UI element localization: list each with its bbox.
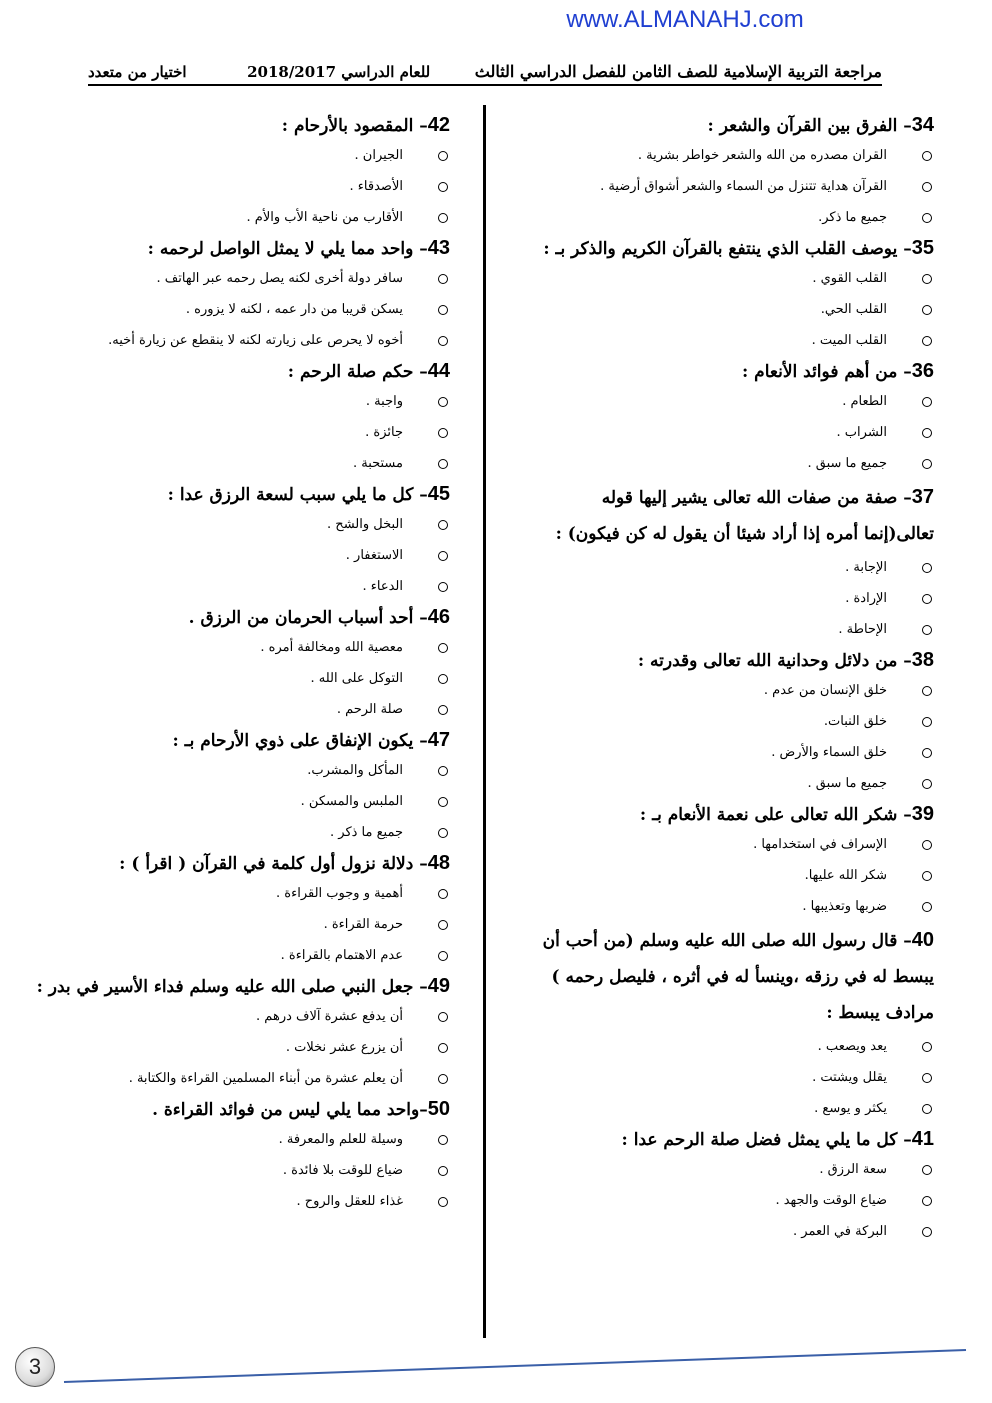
option-text: الاستغفار . [345,548,403,563]
question-41: 41– كل ما يلي يمثل فضل صلة الرحم عدا : سعة الرزق . ضياع الوقت والجهد . البركة في العمر . [534,1124,934,1247]
question-text: أحد أسباب الحرمان من الرزق . [188,608,414,628]
page-title: مراجعة التربية الإسلامية للصف الثامن للفصل الدراسي الثالث [474,62,882,81]
question-number: 42 [427,114,450,136]
option[interactable] [534,768,934,799]
radio-circle-icon[interactable] [438,1012,448,1022]
radio-circle-icon[interactable] [438,305,448,315]
option-text: الدعاء . [362,579,403,594]
option[interactable] [50,909,450,940]
option[interactable] [50,878,450,909]
option[interactable] [534,1216,934,1247]
site-url[interactable]: www.ALMANAHJ.com [566,6,804,33]
option-text: البخل والشح . [327,517,403,532]
question-text: واحد مما يلي ليس من فوائد القراءة . [152,1100,420,1120]
question-text: من أهم فوائد الأنعام : [741,362,898,382]
option[interactable] [50,1032,450,1063]
radio-circle-icon[interactable] [438,397,448,407]
question-number: 45 [427,483,450,505]
option[interactable] [50,448,450,479]
option-text: الجيران . [354,148,403,163]
option-text: حرمة القراءة . [323,917,403,932]
radio-circle-icon[interactable] [438,582,448,592]
radio-circle-icon[interactable] [438,705,448,715]
question-36: 36– من أهم فوائد الأنعام : الطعام . الشراب . جميع ما سبق . [534,356,934,479]
question-number: 47 [427,729,450,751]
question-47: 47– يكون الإنفاق على ذوي الأرحام بـ : المأكل والمشرب. الملبس والمسكن . جميع ما ذكر . [50,725,450,848]
option-text: الأقارب من ناحية الأب والأم . [246,210,403,225]
question-type: اختيار من متعدد [88,63,187,81]
option-text: وسيلة للعلم والمعرفة . [278,1132,403,1147]
radio-circle-icon[interactable] [438,520,448,530]
option[interactable] [50,1186,450,1217]
option-text: مستحبة . [352,456,403,471]
radio-circle-icon[interactable] [922,428,932,438]
radio-circle-icon[interactable] [922,594,932,604]
option-text: جميع ما سبق . [807,776,887,791]
option[interactable] [50,325,450,356]
question-text: من دلائل وحدانية الله تعالى وقدرته : [637,651,898,671]
question-38: 38– من دلائل وحدانية الله تعالى وقدرته : خلق الإنسان من عدم . خلق النبات. خلق السماء والأرض . جميع ما سبق . [534,645,934,799]
question-text: دلالة نزول أول كلمة في القرآن ( اقرأ ) : [119,854,414,874]
option[interactable] [50,1001,450,1032]
option[interactable] [50,417,450,448]
page-header [88,62,882,86]
radio-circle-icon[interactable] [922,871,932,881]
radio-circle-icon[interactable] [922,686,932,696]
option[interactable] [534,1062,934,1093]
question-text: يوصف القلب الذي ينتفع بالقرآن الكريم والذكر بـ : [543,239,898,259]
question-45: 45– كل ما يلي سبب لسعة الرزق عدا : البخل والشح . الاستغفار . الدعاء . [50,479,450,602]
radio-circle-icon[interactable] [438,459,448,469]
option[interactable] [50,663,450,694]
option[interactable] [50,294,450,325]
question-44: 44– حكم صلة الرحم : واجبة . جائزة . مستحبة . [50,356,450,479]
option[interactable] [50,632,450,663]
question-number: 46 [427,606,450,628]
option-text: عدم الاهتمام بالقراءة . [280,948,403,963]
option[interactable] [534,706,934,737]
radio-circle-icon[interactable] [922,1165,932,1175]
radio-circle-icon[interactable] [438,336,448,346]
option-text: جميع ما ذكر. [818,210,887,225]
question-number: 41 [911,1128,934,1150]
option[interactable] [534,325,934,356]
right-column [534,110,934,1247]
radio-circle-icon[interactable] [438,951,448,961]
option[interactable] [534,1154,934,1185]
question-46: 46– أحد أسباب الحرمان من الرزق . معصية الله ومخالفة أمره . التوكل على الله . صلة الرحم . [50,602,450,725]
option[interactable] [534,860,934,891]
radio-circle-icon[interactable] [922,563,932,573]
question-number: 48 [427,852,450,874]
option-text: البركة في العمر . [793,1224,887,1239]
option-text: المأكل والمشرب. [307,763,403,778]
question-number: 34 [911,114,934,136]
option-text: ضياع الوقت والجهد . [775,1193,887,1208]
option[interactable] [534,417,934,448]
option-text: سافر دولة أخرى لكنه يصل رحمه عبر الهاتف . [156,271,403,286]
option-text: القلب القوي . [812,271,887,286]
option-text: صلة الرحم . [336,702,403,717]
left-column [36,110,450,1217]
radio-circle-icon[interactable] [922,336,932,346]
option-text: الملبس والمسكن . [300,794,403,809]
radio-circle-icon[interactable] [438,151,448,161]
option-text: واجبة . [365,394,403,409]
option-text: الطعام . [842,394,887,409]
radio-circle-icon[interactable] [438,1166,448,1176]
option[interactable] [50,940,450,971]
question-number: 36 [911,360,934,382]
option[interactable] [534,1185,934,1216]
option-text: الأصدقاء . [349,179,403,194]
question-number: 37 [911,486,934,508]
question-text: صفة من صفات الله تعالى يشير إليها قوله تعالى(إنما أمره إذا أراد شيئا أن يقول له كن فيكون) : [555,488,934,544]
option-text: يسكن قريبا من دار عمه ، لكنه لا يزوره . [185,302,403,317]
option-text: أهمية و وجوب القراءة . [276,886,403,901]
option-text: الإرادة . [845,591,887,606]
option-text: جائزة . [365,425,403,440]
question-number: 50 [427,1098,450,1120]
question-number: 44 [427,360,450,382]
option-text: يعد ويصعب . [817,1039,887,1054]
option-text: القلب الميت . [811,333,887,348]
option-text: غذاء للعقل والروح . [296,1194,403,1209]
question-text: شكر الله تعالى على نعمة الأنعام بـ : [639,805,898,825]
option-text: أخوه لا يحرص على زيارته لكنه لا ينقطع عن زيارة أخيه. [108,333,403,348]
option[interactable] [50,140,450,171]
question-35: 35– يوصف القلب الذي ينتفع بالقرآن الكريم والذكر بـ : القلب القوي . القلب الحي. القلب الميت . [534,233,934,356]
question-text: كل ما يلي يمثل فضل صلة الرحم عدا : [621,1130,898,1150]
option[interactable] [50,571,450,602]
option[interactable] [534,829,934,860]
question-number: 38 [911,649,934,671]
question-42: 42– المقصود بالأرحام : الجيران . الأصدقاء . الأقارب من ناحية الأب والأم . [50,110,450,233]
radio-circle-icon[interactable] [438,643,448,653]
radio-circle-icon[interactable] [922,151,932,161]
option[interactable] [534,552,934,583]
question-text: واحد مما يلي لا يمثل الواصل لرحمه : [147,239,414,259]
question-number: 43 [427,237,450,259]
radio-circle-icon[interactable] [438,889,448,899]
option[interactable] [50,202,450,233]
option[interactable] [50,1063,450,1094]
option[interactable] [50,755,450,786]
option-text: التوكل على الله . [310,671,403,686]
radio-circle-icon[interactable] [922,625,932,635]
option-text: القلب الحي. [820,302,887,317]
radio-circle-icon[interactable] [922,182,932,192]
option[interactable] [50,1155,450,1186]
academic-year: للعام الدراسي 2018/2017 [247,63,431,81]
option[interactable] [50,817,450,848]
radio-circle-icon[interactable] [922,305,932,315]
option-text: خلق النبات. [823,714,887,729]
radio-circle-icon[interactable] [922,1227,932,1237]
option[interactable] [534,202,934,233]
column-divider [483,105,486,1338]
question-43: 43– واحد مما يلي لا يمثل الواصل لرحمه : سافر دولة أخرى لكنه يصل رحمه عبر الهاتف . يسكن قريبا من دار عمه ، لكنه لا يزوره . أخوه لا يحرص على زيارته لكنه لا ينقطع عن زيارة أخيه. [50,233,450,356]
option-text: الشراب . [836,425,887,440]
question-text: المقصود بالأرحام : [281,116,414,136]
page-number-badge: 3 [15,1347,55,1387]
option[interactable] [534,614,934,645]
question-text: الفرق بين القرآن والشعر : [707,116,898,136]
radio-circle-icon[interactable] [922,274,932,284]
radio-circle-icon[interactable] [438,428,448,438]
question-50: 50–واحد مما يلي ليس من فوائد القراءة . وسيلة للعلم والمعرفة . ضياع للوقت بلا فائدة . غذاء للعقل والروح . [50,1094,450,1217]
option-text: ضياع للوقت بلا فائدة . [282,1163,403,1178]
radio-circle-icon[interactable] [438,797,448,807]
radio-circle-icon[interactable] [922,1042,932,1052]
option[interactable] [534,1031,934,1062]
question-text: حكم صلة الرحم : [287,362,414,382]
radio-circle-icon[interactable] [438,1074,448,1084]
option[interactable] [534,171,934,202]
radio-circle-icon[interactable] [922,213,932,223]
option[interactable] [50,509,450,540]
question-text: كل ما يلي سبب لسعة الرزق عدا : [167,485,414,505]
question-49: 49– جعل النبي صلى الله عليه وسلم فداء الأسير في بدر : أن يدفع عشرة آلاف درهم . أن يزرع عشر نخلات . أن يعلم عشرة من أبناء المسلمين القراءة والكتابة . [50,971,450,1094]
option-text: خلق الإنسان من عدم . [763,683,887,698]
option-text: الإحاطة . [838,622,887,637]
option[interactable] [534,294,934,325]
option[interactable] [534,675,934,706]
radio-circle-icon[interactable] [922,748,932,758]
option[interactable] [50,1124,450,1155]
option[interactable] [534,263,934,294]
radio-circle-icon[interactable] [922,397,932,407]
option[interactable] [534,1093,934,1124]
question-40: 40– قال رسول الله صلى الله عليه وسلم (من أحب أن يبسط له في رزقه ،وينسأ له في أثره ، فليصل رحمه ) مرادف يبسط : يعد ويصعب . يقلل ويشتت . يكثر و يوسع . [534,922,934,1124]
option-text: الإجابة . [845,560,887,575]
radio-circle-icon[interactable] [922,459,932,469]
radio-circle-icon[interactable] [438,182,448,192]
radio-circle-icon[interactable] [922,717,932,727]
option[interactable] [50,263,450,294]
question-number: 49 [427,975,450,997]
option[interactable] [50,540,450,571]
option-text: أن يزرع عشر نخلات . [285,1040,403,1055]
radio-circle-icon[interactable] [922,902,932,912]
option-text: أن يدفع عشرة آلاف درهم . [256,1009,403,1024]
option-text: خلق السماء والأرض . [771,745,887,760]
question-48: 48– دلالة نزول أول كلمة في القرآن ( اقرأ ) : أهمية و وجوب القراءة . حرمة القراءة . عدم الاهتمام بالقراءة . [50,848,450,971]
question-number: 35 [911,237,934,259]
option[interactable] [50,786,450,817]
radio-circle-icon[interactable] [922,1104,932,1114]
option[interactable] [534,448,934,479]
question-34: 34– الفرق بين القرآن والشعر : القران مصدره من الله والشعر خواطر بشرية . القرآن هداية تتنزل من السماء والشعر أشواق أرضية . جميع ما ذكر. [534,110,934,233]
question-text: يكون الإنفاق على ذوي الأرحام بـ : [172,731,414,751]
question-39: 39– شكر الله تعالى على نعمة الأنعام بـ : الإسراف في استخدامها . شكر الله عليها. ضربها وتعذيبها . [534,799,934,922]
option-text: يكثر و يوسع . [814,1101,887,1116]
radio-circle-icon[interactable] [438,766,448,776]
radio-circle-icon[interactable] [438,551,448,561]
question-text: قال رسول الله صلى الله عليه وسلم (من أحب أن يبسط له في رزقه ،وينسأ له في أثره ، فليصل رحمه ) مرادف يبسط : [542,931,934,1023]
option-text: الإسراف في استخدامها . [753,837,887,852]
option-text: شكر الله عليها. [804,868,887,883]
option[interactable] [534,891,934,922]
radio-circle-icon[interactable] [922,779,932,789]
radio-circle-icon[interactable] [438,674,448,684]
radio-circle-icon[interactable] [438,828,448,838]
option[interactable] [50,694,450,725]
option[interactable] [50,171,450,202]
option-text: ضربها وتعذيبها . [802,899,887,914]
option[interactable] [534,583,934,614]
option-text: سعة الرزق . [819,1162,887,1177]
option[interactable] [534,140,934,171]
radio-circle-icon[interactable] [922,840,932,850]
radio-circle-icon[interactable] [922,1196,932,1206]
question-37: 37– صفة من صفات الله تعالى يشير إليها قوله تعالى(إنما أمره إذا أراد شيئا أن يقول له كن فيكون) : الإجابة . الإرادة . الإحاطة . [534,479,934,645]
option-text: معصية الله ومخالفة أمره . [260,640,403,655]
option-text: أن يعلم عشرة من أبناء المسلمين القراءة والكتابة . [128,1071,403,1086]
radio-circle-icon[interactable] [438,1043,448,1053]
question-number: 40 [911,929,934,951]
radio-circle-icon[interactable] [922,1073,932,1083]
option[interactable] [50,386,450,417]
option-text: القرآن هداية تتنزل من السماء والشعر أشواق أرضية . [600,179,887,194]
option-text: جميع ما سبق . [807,456,887,471]
radio-circle-icon[interactable] [438,274,448,284]
option[interactable] [534,737,934,768]
question-text: جعل النبي صلى الله عليه وسلم فداء الأسير في بدر : [36,977,414,997]
footer-line [62,1346,972,1386]
radio-circle-icon[interactable] [438,1197,448,1207]
radio-circle-icon[interactable] [438,213,448,223]
option-text: جميع ما ذكر . [330,825,403,840]
option[interactable] [534,386,934,417]
radio-circle-icon[interactable] [438,920,448,930]
question-number: 39 [911,803,934,825]
option-text: يقلل ويشتت . [812,1070,887,1085]
radio-circle-icon[interactable] [438,1135,448,1145]
option-text: القران مصدره من الله والشعر خواطر بشرية . [637,148,887,163]
